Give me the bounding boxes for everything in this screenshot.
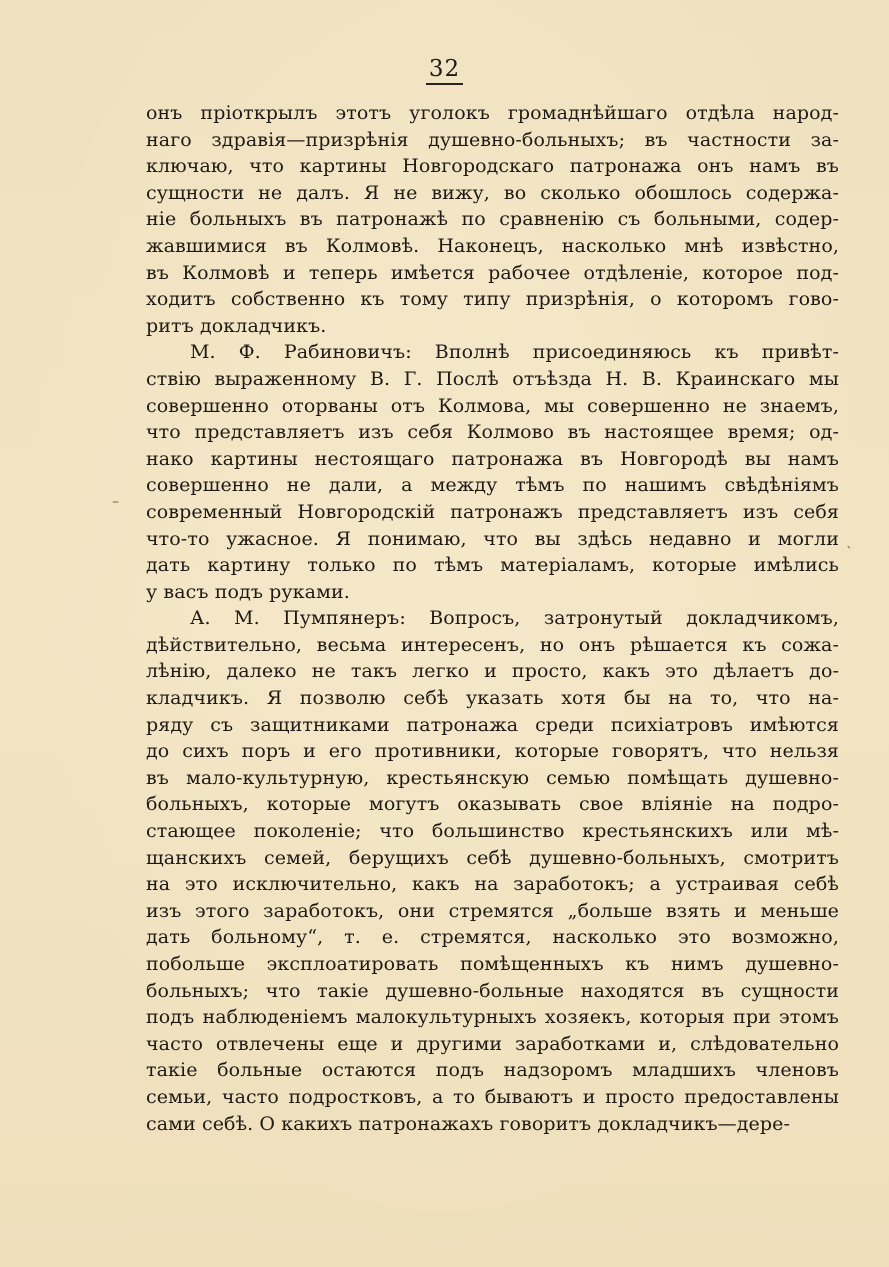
text-line: подъ наблюденіемъ малокультурныхъ хозяекъ, которыя при этомъ: [146, 1006, 839, 1029]
text-line: нако картины нестоящаго патронажа въ Новгородѣ вы намъ: [146, 447, 839, 470]
text-line: дать больному“, т. е. стремятся, насколько это возможно,: [146, 926, 839, 949]
text-line: щанскихъ семей, берущихъ себѣ душевно-больныхъ, смотритъ: [146, 846, 839, 869]
paragraph: [146, 605, 839, 1137]
text-line: до сихъ поръ и его противники, которые говорятъ, что нельзя: [146, 740, 839, 763]
text-line: что представляетъ изъ себя Колмово въ настоящее время; од-: [146, 421, 839, 444]
body-text: [146, 100, 839, 1137]
text-line: въ Колмовѣ и теперь имѣется рабочее отдѣленіе, которое под-: [146, 261, 839, 284]
text-line: кладчикъ. Я позволю себѣ указать хотя бы на то, что на-: [146, 687, 839, 710]
text-line: ритъ докладчикъ.: [146, 314, 327, 337]
text-line: сами себѣ. О какихъ патронажахъ говоритъ докладчикъ—дере-: [146, 1112, 791, 1135]
text-line: онъ пріоткрылъ этотъ уголокъ громаднѣйшаго отдѣла народ-: [146, 102, 839, 124]
page-number: [0, 56, 889, 85]
text-line: ніе больныхъ въ патронажѣ по сравненію съ больными, содер-: [146, 208, 839, 231]
text-line: что-то ужасное. Я понимаю, что вы здѣсь недавно и могли: [146, 527, 839, 550]
margin-mark: `: [846, 545, 853, 561]
text-line: жавшимися въ Колмовѣ. Наконецъ, насколько мнѣ извѣстно,: [146, 234, 839, 257]
text-line: въ мало-культурную, крестьянскую семью помѣщать душевно-: [146, 766, 839, 789]
text-line: современный Новгородскій патронажъ представляетъ изъ себя: [146, 500, 839, 523]
text-line: А. М. Пумпянеръ: Вопросъ, затронутый докладчикомъ,: [190, 607, 839, 630]
text-line: М. Ф. Рабиновичъ: Вполнѣ присоединяюсь къ привѣт-: [190, 341, 839, 364]
text-lines: [146, 100, 839, 1137]
text-line: у васъ подъ руками.: [146, 580, 350, 603]
text-line: дѣйствительно, весьма интересенъ, но онъ рѣшается къ сожа-: [146, 633, 839, 656]
text-line: больныхъ, которые могутъ оказывать свое вліяніе на подро-: [146, 793, 839, 816]
page-number-text: 32: [426, 57, 463, 85]
text-line: ключаю, что картины Новгородскаго патронажа онъ намъ въ: [146, 155, 839, 178]
text-line: лѣнію, далеко не такъ легко и просто, какъ это дѣлаетъ до-: [146, 660, 839, 683]
text-line: изъ этого заработокъ, они стремятся „больше взять и меньше: [146, 899, 839, 922]
text-line: часто отвлечены еще и другими заработками и, слѣдовательно: [146, 1032, 839, 1055]
paragraph: [146, 100, 839, 339]
paragraph: [146, 339, 839, 605]
text-line: ходитъ собственно къ тому типу призрѣнія, о которомъ гово-: [146, 288, 839, 311]
text-line: наго здравія—призрѣнія душевно-больныхъ; въ частности за-: [146, 128, 839, 151]
text-line: такіе больные остаются подъ надзоромъ младшихъ членовъ: [146, 1059, 839, 1082]
text-line: побольше эксплоатировать помѣщенныхъ къ нимъ душевно-: [146, 953, 839, 975]
margin-mark: –: [112, 494, 119, 510]
text-line: на это исключительно, какъ на заработокъ; а устраивая себѣ: [146, 873, 839, 896]
text-line: дать картину только по тѣмъ матеріаламъ, которые имѣлись: [146, 554, 839, 577]
text-line: больныхъ; что такіе душевно-больные находятся въ сущности: [146, 979, 839, 1002]
text-line: семьи, часто подростковъ, а то бываютъ и просто предоставлены: [146, 1085, 839, 1108]
text-line: совершенно оторваны отъ Колмова, мы совершенно не знаемъ,: [146, 394, 839, 417]
text-line: ряду съ защитниками патронажа среди психіатровъ имѣются: [146, 713, 839, 736]
text-line: совершенно не дали, а между тѣмъ по нашимъ свѣдѣніямъ: [146, 474, 839, 497]
text-line: сущности не далъ. Я не вижу, во сколько обошлось содержа-: [146, 181, 839, 204]
text-line: ствію выраженному В. Г. Послѣ отъѣзда Н. В. Краинскаго мы: [146, 367, 839, 390]
text-line: стающее поколеніе; что большинство крестьянскихъ или мѣ-: [146, 820, 839, 843]
